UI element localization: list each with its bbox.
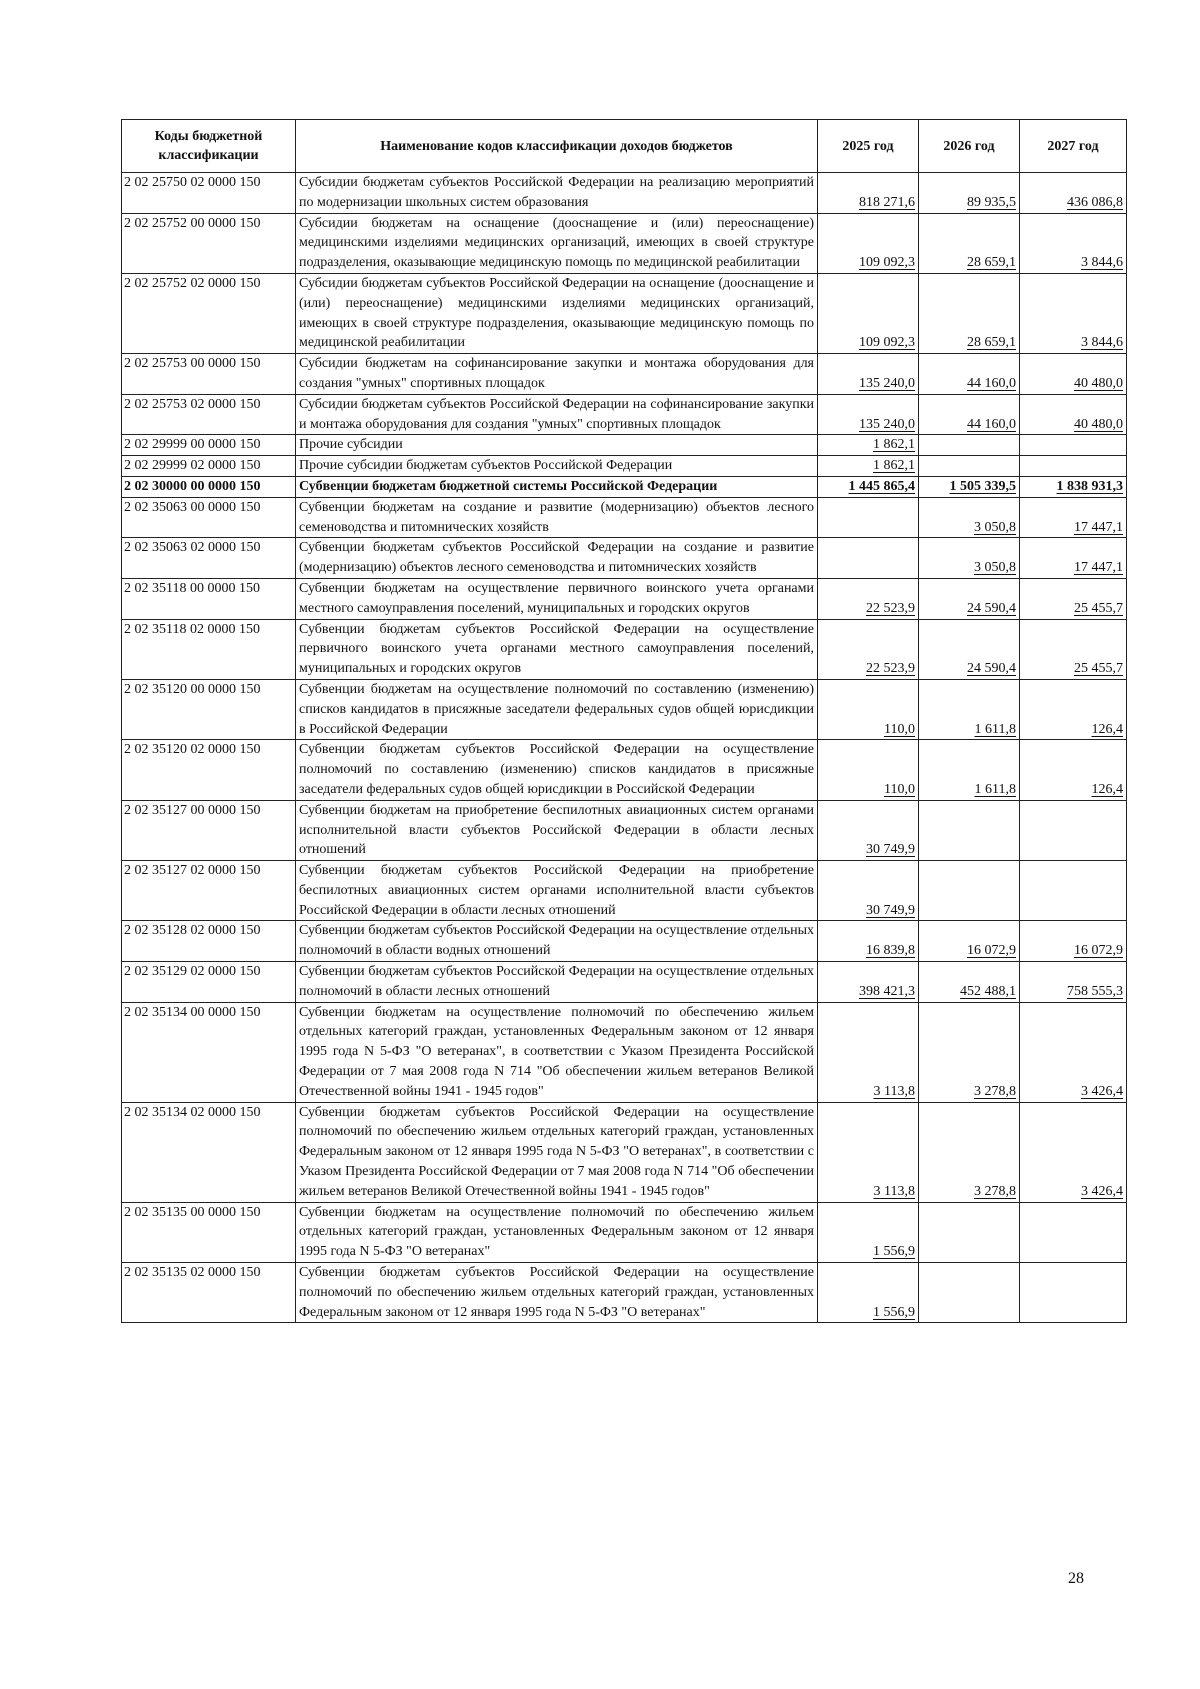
value-2026-cell: 1 611,8: [919, 740, 1020, 800]
name-cell: Субвенции бюджетам на осуществление полномочий по обеспечению жильем отдельных категорий граждан, установленных Федеральным законом от 12 января 1995 года N 5-ФЗ "О ветеранах": [296, 1202, 818, 1262]
value-2026-cell: 16 072,9: [919, 921, 1020, 962]
value-2026-cell: [919, 456, 1020, 477]
value-2025-cell: 135 240,0: [818, 394, 919, 435]
code-cell: 2 02 35129 02 0000 150: [122, 962, 296, 1003]
value-2025-cell: 1 862,1: [818, 435, 919, 456]
value-2026-cell: 1 505 339,5: [919, 476, 1020, 497]
value-2027-cell: 126,4: [1020, 679, 1127, 739]
value-2026-cell: [919, 1263, 1020, 1323]
value-2026-cell: [919, 861, 1020, 921]
name-cell: Субвенции бюджетам субъектов Российской Федерации на осуществление первичного воинского учета органами местного самоуправления поселений, муниципальных и городских округов: [296, 619, 818, 679]
table-row: [122, 538, 1127, 579]
value-2026-cell: 3 050,8: [919, 538, 1020, 579]
table-row: [122, 1263, 1127, 1323]
name-cell: Субвенции бюджетам на создание и развитие (модернизацию) объектов лесного семеноводства и питомнических хозяйств: [296, 497, 818, 538]
value-2025-cell: 30 749,9: [818, 800, 919, 860]
code-cell: 2 02 25750 02 0000 150: [122, 173, 296, 214]
table-row: [122, 1102, 1127, 1202]
value-2026-cell: 1 611,8: [919, 679, 1020, 739]
name-cell: Субсидии бюджетам на софинансирование закупки и монтажа оборудования для создания "умных" спортивных площадок: [296, 354, 818, 395]
value-2027-cell: [1020, 435, 1127, 456]
value-2025-cell: 1 862,1: [818, 456, 919, 477]
value-2027-cell: [1020, 1202, 1127, 1262]
table-row: [122, 962, 1127, 1003]
value-2026-cell: 3 050,8: [919, 497, 1020, 538]
value-2027-cell: 436 086,8: [1020, 173, 1127, 214]
code-cell: 2 02 35120 00 0000 150: [122, 679, 296, 739]
value-2027-cell: 17 447,1: [1020, 497, 1127, 538]
value-2027-cell: 126,4: [1020, 740, 1127, 800]
budget-revenue-table: [121, 119, 1127, 1323]
header-code: Коды бюджетной классификации: [122, 120, 296, 173]
name-cell: Субвенции бюджетам субъектов Российской Федерации на создание и развитие (модернизацию) объектов лесного семеноводства и питомнических хозяйств: [296, 538, 818, 579]
value-2027-cell: 1 838 931,3: [1020, 476, 1127, 497]
value-2026-cell: 28 659,1: [919, 273, 1020, 353]
value-2027-cell: 3 844,6: [1020, 213, 1127, 273]
value-2027-cell: [1020, 800, 1127, 860]
code-cell: 2 02 25753 00 0000 150: [122, 354, 296, 395]
name-cell: Субвенции бюджетам субъектов Российской Федерации на осуществление полномочий по составлению (изменению) списков кандидатов в присяжные заседатели федеральных судов общей юрисдикции в Российской Федерации: [296, 740, 818, 800]
name-cell: Субвенции бюджетам на осуществление первичного воинского учета органами местного самоуправления поселений, муниципальных и городских округов: [296, 578, 818, 619]
header-2026: 2026 год: [919, 120, 1020, 173]
name-cell: Субвенции бюджетам субъектов Российской Федерации на осуществление отдельных полномочий в области лесных отношений: [296, 962, 818, 1003]
value-2027-cell: 17 447,1: [1020, 538, 1127, 579]
code-cell: 2 02 35135 02 0000 150: [122, 1263, 296, 1323]
value-2025-cell: 109 092,3: [818, 273, 919, 353]
value-2026-cell: 89 935,5: [919, 173, 1020, 214]
name-cell: Прочие субсидии: [296, 435, 818, 456]
table-row: [122, 1202, 1127, 1262]
value-2026-cell: [919, 1202, 1020, 1262]
code-cell: 2 02 29999 00 0000 150: [122, 435, 296, 456]
code-cell: 2 02 35118 00 0000 150: [122, 578, 296, 619]
value-2026-cell: 452 488,1: [919, 962, 1020, 1003]
value-2025-cell: 109 092,3: [818, 213, 919, 273]
value-2027-cell: 3 844,6: [1020, 273, 1127, 353]
value-2025-cell: 818 271,6: [818, 173, 919, 214]
value-2025-cell: 3 113,8: [818, 1102, 919, 1202]
table-row: [122, 619, 1127, 679]
header-name: Наименование кодов классификации доходов бюджетов: [296, 120, 818, 173]
code-cell: 2 02 35128 02 0000 150: [122, 921, 296, 962]
value-2025-cell: 110,0: [818, 740, 919, 800]
value-2026-cell: 24 590,4: [919, 578, 1020, 619]
code-cell: 2 02 35063 02 0000 150: [122, 538, 296, 579]
value-2025-cell: 30 749,9: [818, 861, 919, 921]
table-row: [122, 497, 1127, 538]
code-cell: 2 02 35134 02 0000 150: [122, 1102, 296, 1202]
table-row: [122, 394, 1127, 435]
name-cell: Субсидии бюджетам субъектов Российской Федерации на софинансирование закупки и монтажа оборудования для создания "умных" спортивных площадок: [296, 394, 818, 435]
value-2025-cell: 1 556,9: [818, 1263, 919, 1323]
code-cell: 2 02 30000 00 0000 150: [122, 476, 296, 497]
code-cell: 2 02 25752 00 0000 150: [122, 213, 296, 273]
table-row: [122, 435, 1127, 456]
code-cell: 2 02 25752 02 0000 150: [122, 273, 296, 353]
value-2026-cell: 44 160,0: [919, 394, 1020, 435]
code-cell: 2 02 29999 02 0000 150: [122, 456, 296, 477]
code-cell: 2 02 35127 00 0000 150: [122, 800, 296, 860]
table-row: [122, 173, 1127, 214]
value-2027-cell: 16 072,9: [1020, 921, 1127, 962]
value-2026-cell: 24 590,4: [919, 619, 1020, 679]
table-row: [122, 578, 1127, 619]
name-cell: Субсидии бюджетам на оснащение (дооснащение и (или) переоснащение) медицинскими изделиями медицинских организаций, имеющих в своей структуре подразделения, оказывающие медицинскую помощь по медицинской реабилитации: [296, 213, 818, 273]
value-2027-cell: 25 455,7: [1020, 578, 1127, 619]
name-cell: Субвенции бюджетам субъектов Российской Федерации на приобретение беспилотных авиационных систем органами исполнительной власти субъектов Российской Федерации в области лесных отношений: [296, 861, 818, 921]
value-2025-cell: 1 445 865,4: [818, 476, 919, 497]
name-cell: Субвенции бюджетам на осуществление полномочий по обеспечению жильем отдельных категорий граждан, установленных Федеральным законом от 12 января 1995 года N 5-ФЗ "О ветеранах", в соответствии с Указом Президента Российской Федерации от 7 мая 2008 года N 714 "Об обеспечении жильем ветеранов Великой Отечественной войны 1941 - 1945 годов": [296, 1002, 818, 1102]
value-2027-cell: 40 480,0: [1020, 354, 1127, 395]
name-cell: Субвенции бюджетам субъектов Российской Федерации на осуществление полномочий по обеспечению жильем отдельных категорий граждан, установленных Федеральным законом от 12 января 1995 года N 5-ФЗ "О ветеранах": [296, 1263, 818, 1323]
value-2027-cell: 25 455,7: [1020, 619, 1127, 679]
table-row: [122, 921, 1127, 962]
name-cell: Субвенции бюджетам на приобретение беспилотных авиационных систем органами исполнительной власти субъектов Российской Федерации в области лесных отношений: [296, 800, 818, 860]
value-2025-cell: 3 113,8: [818, 1002, 919, 1102]
name-cell: Субсидии бюджетам субъектов Российской Федерации на реализацию мероприятий по модернизации школьных систем образования: [296, 173, 818, 214]
page-number: 28: [1068, 1570, 1084, 1587]
value-2025-cell: [818, 538, 919, 579]
value-2027-cell: [1020, 861, 1127, 921]
value-2027-cell: 40 480,0: [1020, 394, 1127, 435]
header-2027: 2027 год: [1020, 120, 1127, 173]
value-2026-cell: 3 278,8: [919, 1002, 1020, 1102]
value-2025-cell: 398 421,3: [818, 962, 919, 1003]
value-2026-cell: 3 278,8: [919, 1102, 1020, 1202]
name-cell: Субвенции бюджетам на осуществление полномочий по составлению (изменению) списков кандидатов в присяжные заседатели федеральных судов общей юрисдикции в Российской Федерации: [296, 679, 818, 739]
value-2026-cell: [919, 435, 1020, 456]
table-row: [122, 456, 1127, 477]
code-cell: 2 02 25753 02 0000 150: [122, 394, 296, 435]
value-2027-cell: 3 426,4: [1020, 1002, 1127, 1102]
code-cell: 2 02 35134 00 0000 150: [122, 1002, 296, 1102]
name-cell: Субсидии бюджетам субъектов Российской Федерации на оснащение (дооснащение и (или) переоснащение) медицинскими изделиями медицинских организаций, имеющих в своей структуре подразделения, оказывающие медицинскую помощь по медицинской реабилитации: [296, 273, 818, 353]
table-row: [122, 213, 1127, 273]
table-row: [122, 476, 1127, 497]
value-2025-cell: 22 523,9: [818, 619, 919, 679]
value-2025-cell: 135 240,0: [818, 354, 919, 395]
table-row: [122, 273, 1127, 353]
value-2026-cell: 28 659,1: [919, 213, 1020, 273]
name-cell: Прочие субсидии бюджетам субъектов Российской Федерации: [296, 456, 818, 477]
value-2027-cell: [1020, 456, 1127, 477]
value-2026-cell: [919, 800, 1020, 860]
code-cell: 2 02 35127 02 0000 150: [122, 861, 296, 921]
table-row: [122, 354, 1127, 395]
value-2025-cell: 16 839,8: [818, 921, 919, 962]
value-2025-cell: 1 556,9: [818, 1202, 919, 1262]
table-row: [122, 740, 1127, 800]
code-cell: 2 02 35118 02 0000 150: [122, 619, 296, 679]
code-cell: 2 02 35120 02 0000 150: [122, 740, 296, 800]
table-row: [122, 800, 1127, 860]
header-2025: 2025 год: [818, 120, 919, 173]
table-row: [122, 679, 1127, 739]
table-header-row: [122, 120, 1127, 173]
value-2027-cell: [1020, 1263, 1127, 1323]
value-2026-cell: 44 160,0: [919, 354, 1020, 395]
value-2025-cell: [818, 497, 919, 538]
table-row: [122, 1002, 1127, 1102]
value-2025-cell: 110,0: [818, 679, 919, 739]
value-2027-cell: 3 426,4: [1020, 1102, 1127, 1202]
name-cell: Субвенции бюджетам субъектов Российской Федерации на осуществление полномочий по обеспечению жильем отдельных категорий граждан, установленных Федеральным законом от 12 января 1995 года N 5-ФЗ "О ветеранах", в соответствии с Указом Президента Российской Федерации от 7 мая 2008 года N 714 "Об обеспечении жильем ветеранов Великой Отечественной войны 1941 - 1945 годов": [296, 1102, 818, 1202]
value-2027-cell: 758 555,3: [1020, 962, 1127, 1003]
code-cell: 2 02 35063 00 0000 150: [122, 497, 296, 538]
name-cell: Субвенции бюджетам субъектов Российской Федерации на осуществление отдельных полномочий в области водных отношений: [296, 921, 818, 962]
value-2025-cell: 22 523,9: [818, 578, 919, 619]
name-cell: Субвенции бюджетам бюджетной системы Российской Федерации: [296, 476, 818, 497]
table-row: [122, 861, 1127, 921]
code-cell: 2 02 35135 00 0000 150: [122, 1202, 296, 1262]
